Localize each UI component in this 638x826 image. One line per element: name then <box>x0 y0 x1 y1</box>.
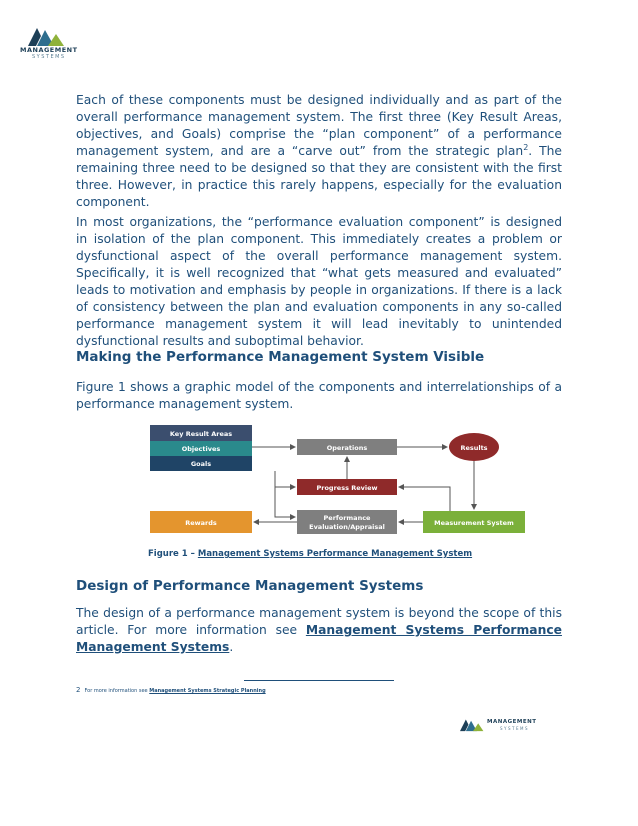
logo-top <box>18 24 78 64</box>
footnote-number: 2 <box>76 686 81 694</box>
figure-caption <box>148 549 472 559</box>
logo-bottom-name: MANAGEMENT <box>487 719 537 725</box>
figure-caption-prefix: Figure 1 – <box>148 549 198 559</box>
footnote-separator <box>244 680 394 681</box>
box-evaluation-label-1: Performance <box>323 514 371 522</box>
paragraph-evaluation: In most organizations, the “performance evaluation component” is designed in isolation of the plan component. This immediately creates a problem or dysfunctional aspect of the overall performance management system. Specifically, it is well recognized that “what gets measured and evaluated” leads to motivation and emphasis by people in organizations. If there is a lack of consistency between the plan and evaluation components in any so-called performance management system it will lead inevitably to unintended dysfunctional results and suboptimal behavior. <box>76 215 562 348</box>
paragraph-design-end: . <box>229 640 234 654</box>
paragraph-figure-intro: Figure 1 shows a graphic model of the components and interrelationships of a performance management system. <box>76 380 562 411</box>
box-results-label: Results <box>460 444 488 452</box>
figure-diagram <box>150 423 526 535</box>
logo-bottom <box>460 712 540 742</box>
logo-top-name: MANAGEMENT <box>20 46 78 54</box>
paragraph-design <box>76 605 562 656</box>
logo-mark-icon <box>28 24 68 46</box>
footnote-link[interactable]: Management Systems Strategic Planning <box>149 688 266 694</box>
figure-caption-link[interactable]: Management Systems Performance Management System <box>197 549 473 559</box>
arrow-plan-to-progress <box>275 471 295 487</box>
box-objectives-label: Objectives <box>181 445 221 453</box>
arrow-plan-to-evaluation-end <box>275 511 295 517</box>
logo-bottom-sub: SYSTEMS <box>500 726 529 731</box>
logo-mark-bottom-icon <box>460 714 486 734</box>
paragraph-components-text: Each of these components must be designed individually and as part of the overall performance management system. The first three (Key Result Areas, objectives, and Goals) comprise the “plan component” of a performance management system, and are a “carve out” from the strategic plan <box>76 93 562 158</box>
footnote-text: For more information see <box>84 688 150 694</box>
heading-visible: Making the Performance Management System Visible <box>76 349 485 365</box>
footnote <box>76 686 266 694</box>
box-progress-review-label: Progress Review <box>316 484 378 492</box>
box-key-result-areas-label: Key Result Areas <box>169 430 233 438</box>
heading-design: Design of Performance Management Systems <box>76 578 424 594</box>
paragraph-components-end: . The remaining three need to be designed so that they are consistent with the first three. However, in practice this rarely happens, especially for the evaluation component. <box>76 144 562 209</box>
paragraph-design-text: The design of a performance management system is beyond the scope of this article. For more information see <box>76 606 562 637</box>
pms-link[interactable]: Management Systems Performance Management Systems <box>76 623 562 654</box>
footnote-ref: 2 <box>523 142 529 152</box>
box-goals-label: Goals <box>190 460 212 468</box>
arrow-measurement-to-progress <box>399 487 450 511</box>
box-operations-label: Operations <box>326 444 368 452</box>
box-evaluation-label-2: Evaluation/Appraisal <box>309 523 385 531</box>
logo-top-sub: SYSTEMS <box>32 54 66 60</box>
box-measurement-label: Measurement System <box>434 519 514 527</box>
box-rewards-label: Rewards <box>185 519 217 527</box>
paragraph-components <box>76 92 562 211</box>
